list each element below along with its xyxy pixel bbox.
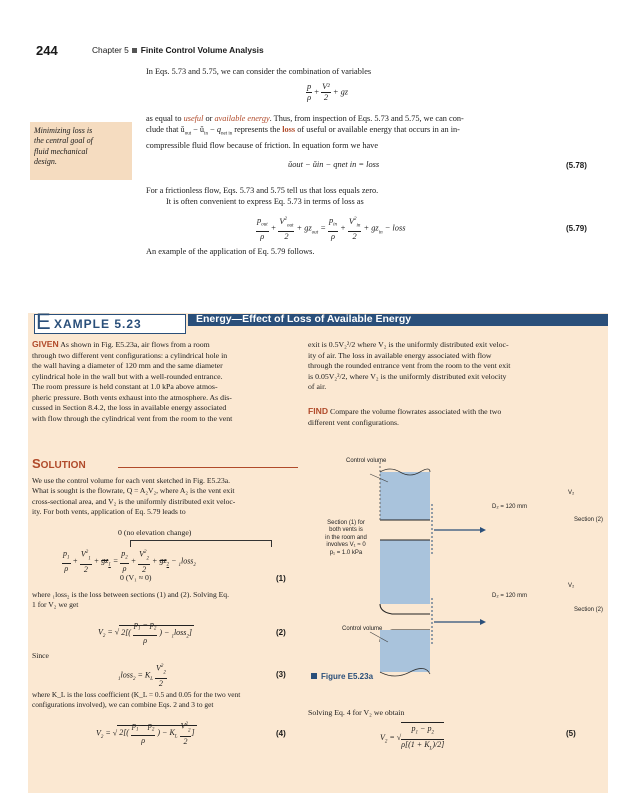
figure-caption <box>308 672 373 681</box>
fig-cv-label-upper: Control volume <box>346 458 387 464</box>
equation-5: $V_2$ = √ $\frac{p_1 - p_2}{\rho[(1 + K_L)/2]}$ <box>380 722 444 754</box>
equation-5-79-number: (5.79) <box>566 224 587 233</box>
margin-note-line2: the central goal of <box>34 136 93 146</box>
equation-5-79: $\frac{p_{out}}{\rho}$ + $\frac{V^2_{out}}{2}$ + $gz_{out}$ = $\frac{p_{in}}{\rho}$ + $\frac{V^2_{in}}{2}$ + $gz_{in}$ − loss <box>257 215 406 242</box>
fig-section2-lower: Section (2) <box>574 607 604 613</box>
expr-rho: ρ <box>307 93 312 102</box>
solution-S: S <box>32 456 41 471</box>
section1-line: involves V₁ ≈ 0 <box>326 542 366 549</box>
running-header <box>92 45 264 55</box>
chapter-title: Finite Control Volume Analysis <box>140 45 264 55</box>
intro-paragraph-1: In Eqs. 5.73 and 5.75, we can consider the combination of variables <box>146 67 372 76</box>
fig-section2-upper: Section (2) <box>574 517 604 523</box>
no-elevation-label: 0 (no elevation change) <box>118 528 192 537</box>
where-line: 1 for V₂ we get <box>32 600 79 610</box>
margin-note-line4: design. <box>34 157 57 167</box>
v1-zero-label: 0 (V₁ ≈ 0) <box>120 573 152 582</box>
find-block <box>308 406 604 428</box>
given-continued <box>308 340 604 393</box>
given-line: pheric pressure. Both vents exhaust into the atmosphere. As dis- <box>32 392 232 402</box>
find-line: Compare the volume flowrates associated with the two <box>330 407 502 416</box>
equation-3: $_1$loss$_2$ = $K_L$ $\frac{V^2_2}{2}$ <box>118 663 166 689</box>
equation-2: $V_2$ = √ 2[( $\frac{p_1 - p_2}{\rho}$ ) − $_1$loss$_2$] <box>98 620 193 645</box>
equation-5-number: (5) <box>566 729 576 738</box>
given-block <box>32 339 300 424</box>
find-line: different vent configurations. <box>308 417 400 427</box>
energy-expression: $\frac{p}{\rho}$ + $\frac{\text{V²}}{2}$ + gz <box>307 82 349 102</box>
since-label: Since <box>32 651 49 660</box>
chapter-label: Chapter 5 <box>92 45 129 55</box>
solution-line: We use the control volume for each vent sketched in Fig. E5.23a. <box>32 476 231 485</box>
p2-useful: useful <box>183 114 204 123</box>
equation-5-78-number: (5.78) <box>566 161 587 170</box>
solution-intro <box>32 476 300 518</box>
section1-line: p₁ = 1.0 kPa <box>329 549 363 556</box>
equation-5-78: ǔout − ǔin − qnet in = loss <box>288 160 380 169</box>
equation-4: $V_2$ = √ 2[( $\frac{p_1 - p_2}{\rho}$ ) − $K_L$ $\frac{V^2_2}{2}$ ] <box>96 720 195 747</box>
margin-note-line1: Minimizing loss is <box>34 126 93 135</box>
example-headline: Energy—Effect of Loss of Available Energy <box>196 313 412 325</box>
fig-d2-lower: D₂ = 120 mm <box>492 593 528 599</box>
caption-square-icon <box>311 673 317 679</box>
equation-2-number: (2) <box>276 628 286 637</box>
square-bullet-icon <box>132 48 137 53</box>
p2-line3: compressible fluid flow because of friction. In equation form we have <box>146 141 379 151</box>
margin-note-line3: fluid mechanical <box>34 146 88 156</box>
fig-cv-label-lower: Control volume <box>342 626 383 632</box>
p2-or: or <box>203 114 215 123</box>
equation-4-number: (4) <box>276 729 286 738</box>
equation-1: $\frac{p_1}{\rho}$ + $\frac{V^2_1}{2}$ + $gz_1$ = $\frac{p_2}{\rho}$ + $\frac{V^2_2}{2}$ + $gz_2$ − $_1$loss$_2$ <box>63 548 196 575</box>
intro-paragraph-5: An example of the application of Eq. 5.79 follows. <box>146 247 315 256</box>
find-keyword: FIND <box>308 406 329 416</box>
p2-text-a: as equal to <box>146 114 184 123</box>
equation-1-number: (1) <box>276 574 286 583</box>
figure-e5-23a <box>300 452 608 682</box>
given-line: through two different vent configurations: a cylindrical hole in <box>32 350 228 360</box>
where-kl-line: where K_L is the loss coefficient (K_L = 0.5 and 0.05 for the two vent <box>32 690 241 699</box>
intro-paragraph-3: For a frictionless flow, Eqs. 5.73 and 5.75 tell us that loss equals zero. <box>146 186 379 195</box>
where-block <box>32 590 300 611</box>
p2-line2b: of useful or available energy that occurs in an in- <box>295 125 460 135</box>
given-line: with flow through the cylindrical vent from the room to the vent <box>32 413 233 423</box>
solution-line: What is sought is the flowrate, Q = A₂V₂, where A₂ is the vent exit <box>32 486 235 496</box>
page-number: 244 <box>36 43 58 58</box>
intro-paragraph-4: It is often convenient to express Eq. 5.73 in terms of loss as <box>166 197 364 206</box>
p2-loss-keyword: loss <box>282 125 296 135</box>
given-line: cylindrical hole in the wall but with a well-rounded entrance. <box>32 371 223 381</box>
upper-wall-top <box>380 472 430 520</box>
solving-eq4: Solving Eq. 4 for V₂ we obtain <box>308 708 405 717</box>
solution-heading <box>32 456 86 471</box>
section1-line: both vents is <box>329 527 363 534</box>
given-line: the wall having a diameter of 120 mm and the same diameter <box>32 361 223 370</box>
expr-v2: V² <box>322 82 330 91</box>
p2-text-c: clude that ǔ <box>146 125 185 135</box>
where-kl-block <box>32 690 300 710</box>
fig-section1-note <box>306 520 386 557</box>
expr-gz: + gz <box>332 87 349 97</box>
equation-3-number: (3) <box>276 670 286 679</box>
given-cont-line: through the rounded entrance vent from the room to the vent exit <box>308 361 511 370</box>
margin-note <box>30 122 132 180</box>
lower-wall-top <box>380 572 430 604</box>
expr-two: 2 <box>323 93 329 102</box>
fig-v2-upper: V₂ <box>568 490 575 496</box>
solution-line: cross-sectional area, and V₂ is the uniformly distributed exit veloc- <box>32 496 236 506</box>
p2-line2a: represents the <box>232 125 283 135</box>
given-line: As shown in Fig. E5.23a, air flows from a room <box>60 340 210 349</box>
where-line: where ₁loss₂ is the loss between sections (1) and (2). Solving Eq. <box>32 590 230 599</box>
given-cont-line: ity of air. The loss in available energy associated with flow <box>308 350 492 360</box>
given-line: The room pressure is held constant at 1.0 kPa above atmos- <box>32 382 218 391</box>
intro-paragraph-2: as equal to useful or available energy. Thus, from inspection of Eqs. 5.73 and 5.75, we can con- clude that $ǔ_{out}$ − $ǔ_{in} - q_{net in}$ represents the loss of useful or available energy that occurs in an in- compressible fluid flow because of friction. In equation form we have <box>146 114 464 151</box>
section1-line: Section (1) for <box>327 520 365 526</box>
lower-wall-bottom <box>380 630 430 672</box>
brace-elevation <box>130 540 272 547</box>
given-cont-line: is 0.05V₂²/2, where V₂ is the uniformly distributed exit velocity <box>308 371 507 381</box>
section1-line: in the room and <box>325 534 367 541</box>
given-keyword: GIVEN <box>32 339 59 349</box>
given-cont-line: exit is 0.5V₂²/2 where V₂ is the uniformly distributed exit veloc- <box>308 340 509 349</box>
where-kl-line: configurations involved), we can combine Eqs. 2 and 3 to get <box>32 700 214 710</box>
given-cont-line: of air. <box>308 382 327 391</box>
p2-available: available energy <box>214 114 270 123</box>
p2-text-b: . Thus, from inspection of Eqs. 5.73 and 5.75, we can con- <box>269 114 464 123</box>
solution-line: ity. For both vents, application of Eq. 5.79 leads to <box>32 507 186 517</box>
example-label-E: E <box>36 309 51 334</box>
solution-rest: OLUTION <box>40 460 86 471</box>
solution-rule <box>118 467 298 468</box>
fig-d2-upper: D₂ = 120 mm <box>492 504 528 510</box>
given-line: cussed in Section 8.4.2, the loss in available energy associated <box>32 403 227 412</box>
expr-p: p <box>307 82 312 91</box>
figure-caption-text: Figure E5.23a <box>321 672 374 681</box>
fig-v2-lower: V₂ <box>568 583 575 589</box>
example-label: XAMPLE 5.23 <box>54 317 142 331</box>
